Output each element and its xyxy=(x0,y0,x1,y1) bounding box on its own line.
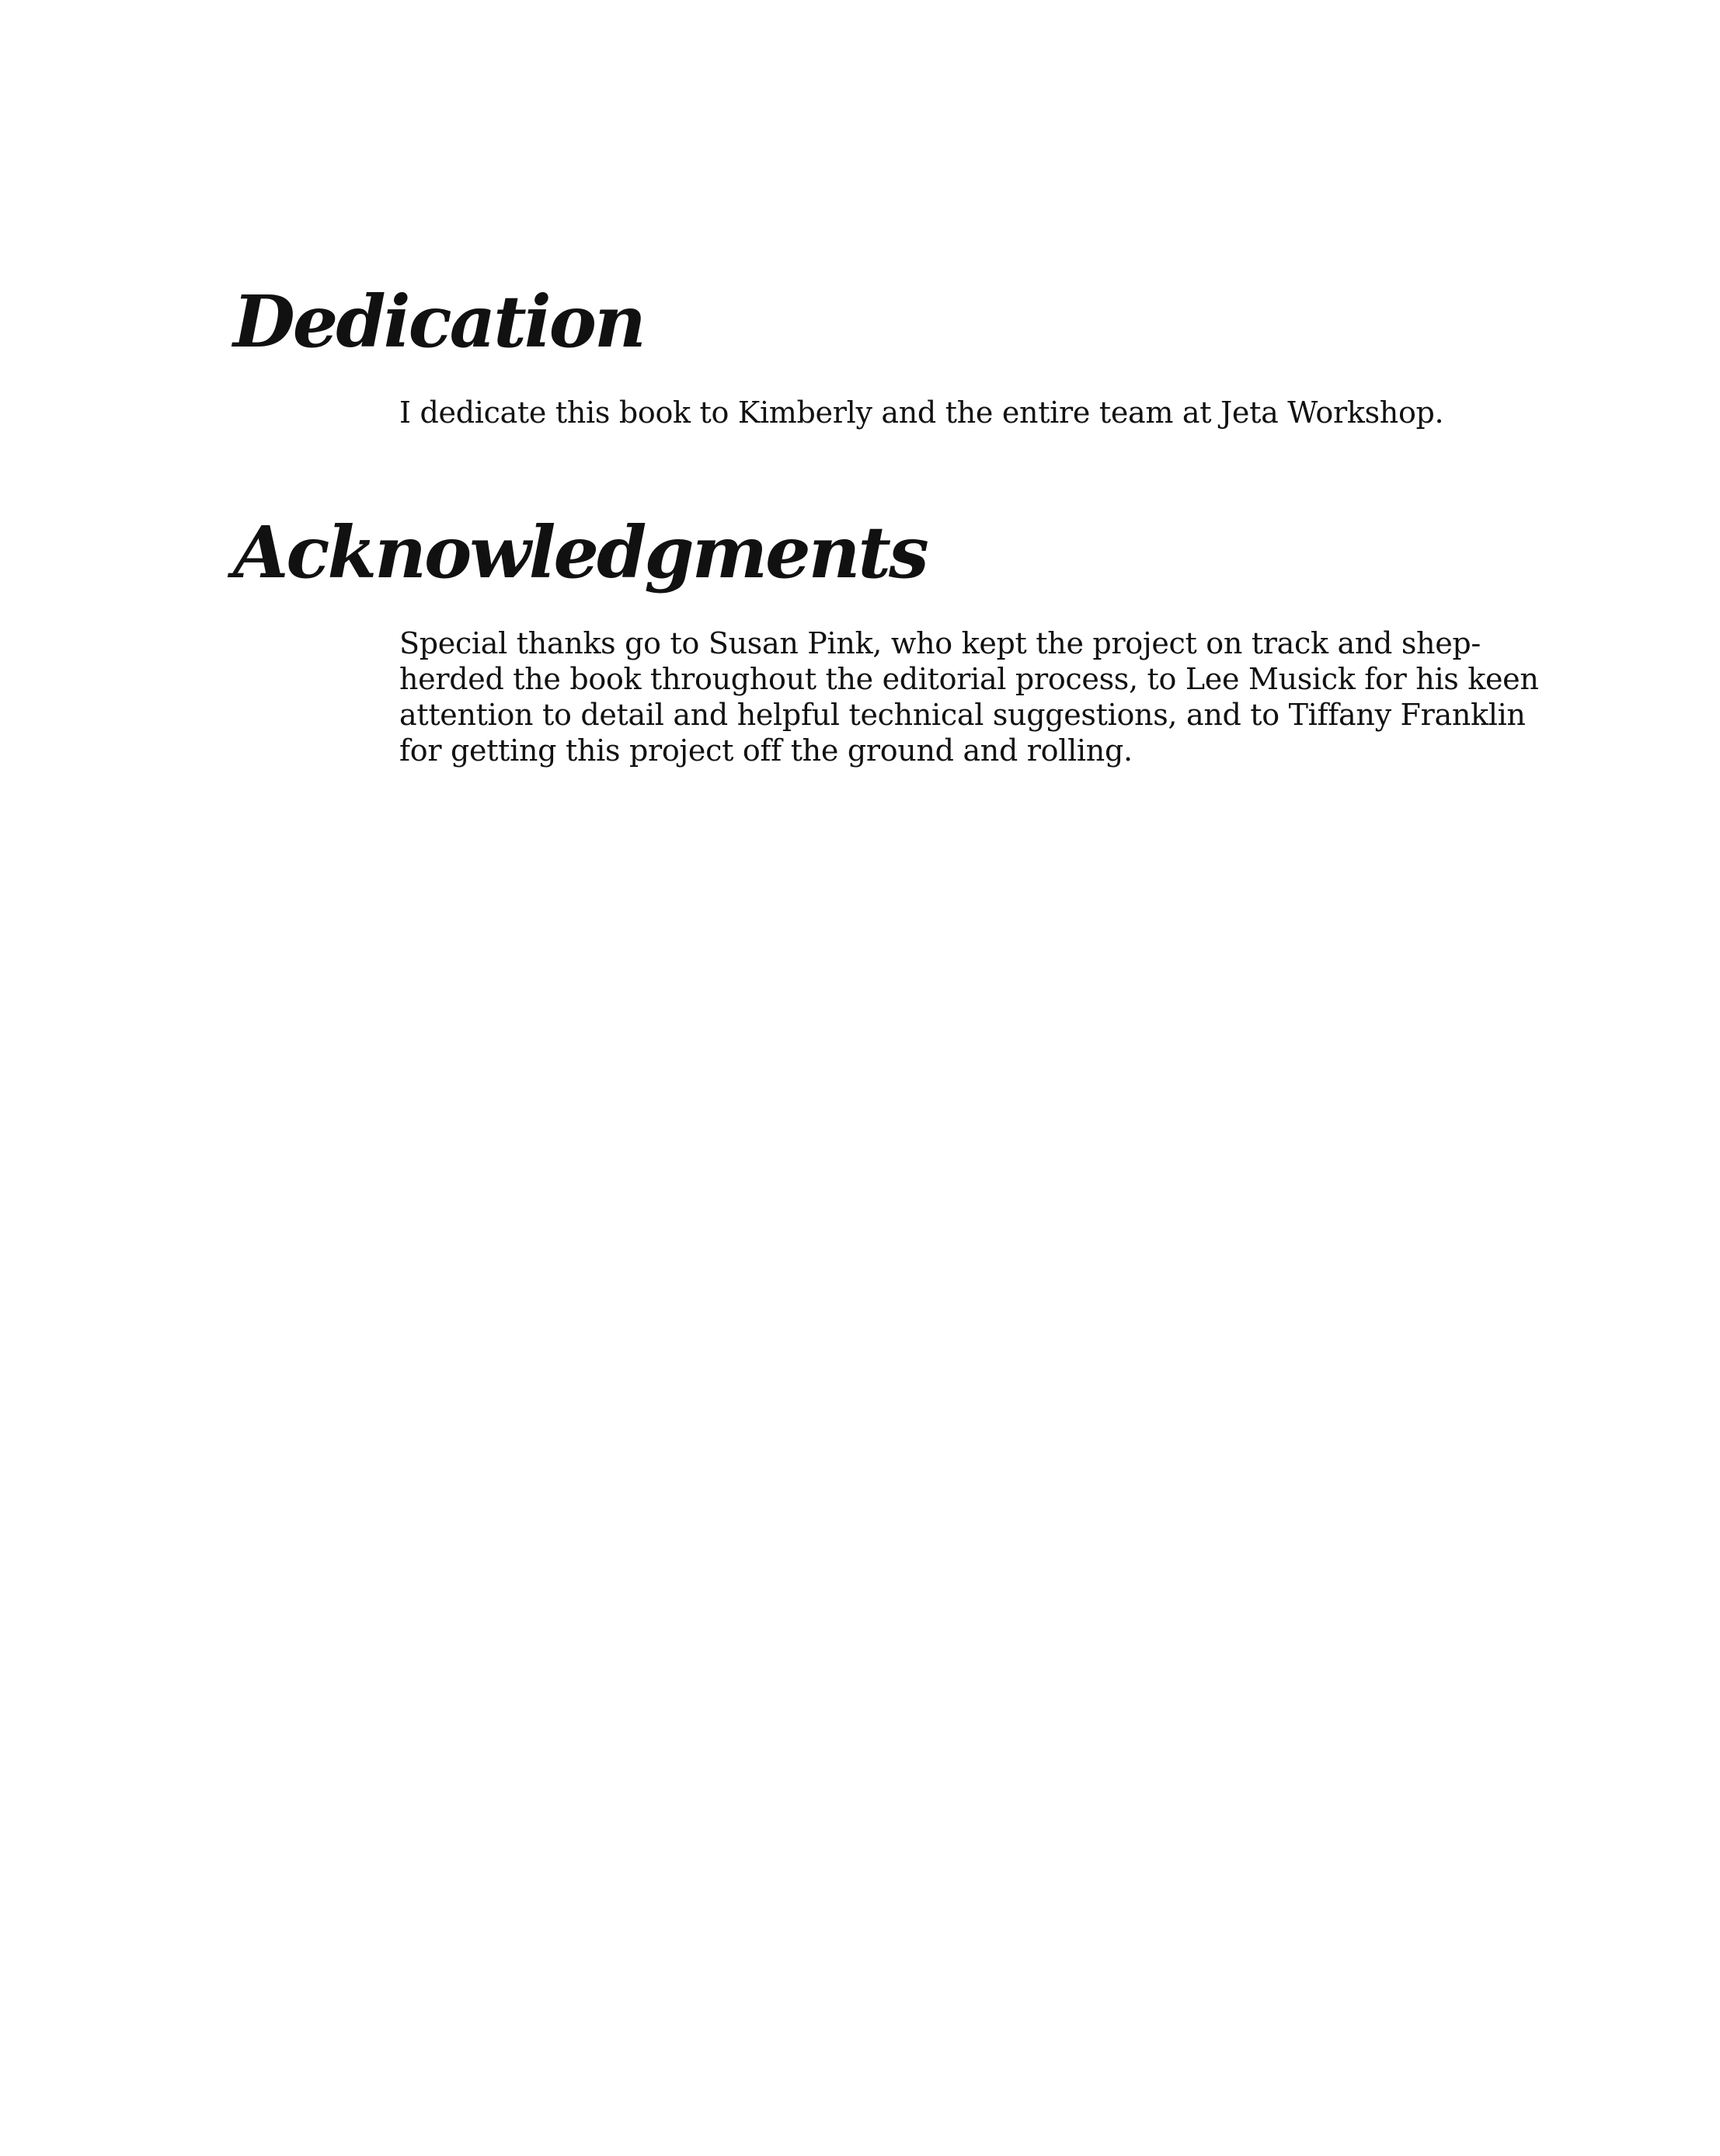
acknowledgments-line: attention to detail and helpful technical suggestions, and to Tiffany Franklin xyxy=(399,698,1526,732)
acknowledgments-line: for getting this project off the ground and rolling. xyxy=(399,733,1133,768)
dedication-heading: Dedication xyxy=(233,280,644,364)
acknowledgments-text xyxy=(399,625,1539,768)
acknowledgments-line: herded the book throughout the editorial process, to Lee Musick for his keen xyxy=(399,662,1539,696)
dedication-text: I dedicate this book to Kimberly and the entire team at Jeta Workshop. xyxy=(399,395,1444,430)
acknowledgments-heading: Acknowledgments xyxy=(233,510,927,594)
acknowledgments-line: Special thanks go to Susan Pink, who kept the project on track and shep- xyxy=(399,626,1481,660)
